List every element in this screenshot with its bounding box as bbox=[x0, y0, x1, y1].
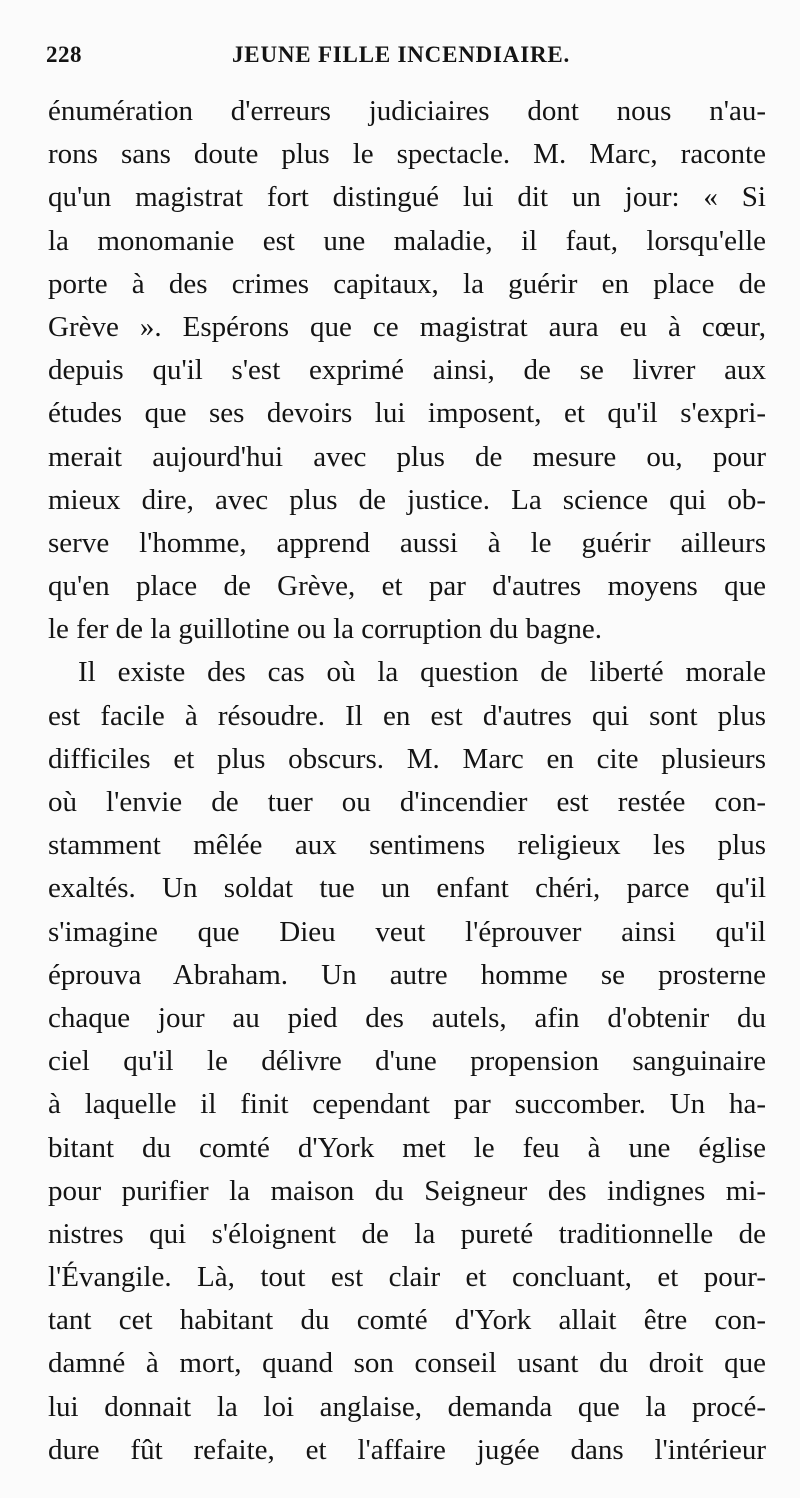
text-line: éprouva Abraham. Un autre homme se prosterne bbox=[48, 958, 766, 991]
running-head bbox=[46, 42, 766, 78]
text-line: damné à mort, quand son conseil usant du droit que bbox=[48, 1347, 766, 1380]
text-line: énumération d'erreurs judiciaires dont nous n'au- bbox=[48, 95, 766, 127]
text-line: serve l'homme, apprend aussi à le guérir ailleurs bbox=[48, 526, 766, 559]
text-line: qu'un magistrat fort distingué lui dit un jour: « Si bbox=[48, 181, 766, 214]
text-line: où l'envie de tuer ou d'incendier est restée con- bbox=[48, 786, 766, 818]
text-line: nistres qui s'éloignent de la pureté traditionnelle de bbox=[48, 1217, 766, 1250]
text-line: bitant du comté d'York met le feu à une église bbox=[48, 1131, 766, 1164]
text-line: Grève ». Espérons que ce magistrat aura eu à cœur, bbox=[48, 310, 766, 343]
text-line: merait aujourd'hui avec plus de mesure ou, pour bbox=[48, 440, 766, 473]
text-line: tant cet habitant du comté d'York allait être con- bbox=[48, 1304, 766, 1337]
text-line: rons sans doute plus le spectacle. M. Marc, raconte bbox=[48, 138, 766, 171]
text-line: pour purifier la maison du Seigneur des indignes mi- bbox=[48, 1174, 766, 1207]
running-title: JEUNE FILLE INCENDIAIRE. bbox=[232, 42, 571, 67]
page-number: 228 bbox=[46, 42, 82, 67]
text-line: est facile à résoudre. Il en est d'autres qui sont plus bbox=[48, 699, 766, 732]
text-line: difficiles et plus obscurs. M. Marc en cite plusieurs bbox=[48, 742, 766, 775]
text-line: stamment mêlée aux sentimens religieux les plus bbox=[48, 829, 766, 862]
text-line: études que ses devoirs lui imposent, et qu'il s'expri- bbox=[48, 397, 766, 430]
text-line: mieux dire, avec plus de justice. La science qui ob- bbox=[48, 483, 766, 516]
text-line: chaque jour au pied des autels, afin d'obtenir du bbox=[48, 1001, 766, 1034]
text-line: qu'en place de Grève, et par d'autres moyens que bbox=[48, 570, 766, 603]
text-line: le fer de la guillotine ou la corruption du bagne. bbox=[48, 613, 603, 646]
text-line: exaltés. Un soldat tue un enfant chéri, parce qu'il bbox=[48, 872, 766, 905]
text-line: s'imagine que Dieu veut l'éprouver ainsi qu'il bbox=[48, 915, 766, 948]
paragraph-first-line: Il existe des cas où la question de liberté morale bbox=[78, 656, 766, 689]
text-line: depuis qu'il s'est exprimé ainsi, de se livrer aux bbox=[48, 354, 766, 387]
text-line: lui donnait la loi anglaise, demanda que la procé- bbox=[48, 1390, 766, 1423]
text-line: ciel qu'il le délivre d'une propension sanguinaire bbox=[48, 1045, 766, 1078]
text-line: l'Évangile. Là, tout est clair et concluant, et pour- bbox=[48, 1261, 766, 1294]
text-line: à laquelle il finit cependant par succomber. Un ha- bbox=[48, 1088, 766, 1121]
text-line: la monomanie est une maladie, il faut, lorsqu'elle bbox=[48, 224, 766, 257]
text-line: dure fût refaite, et l'affaire jugée dans l'intérieur bbox=[48, 1433, 766, 1466]
body-text bbox=[48, 90, 766, 1472]
text-line: porte à des crimes capitaux, la guérir en place de bbox=[48, 267, 766, 300]
